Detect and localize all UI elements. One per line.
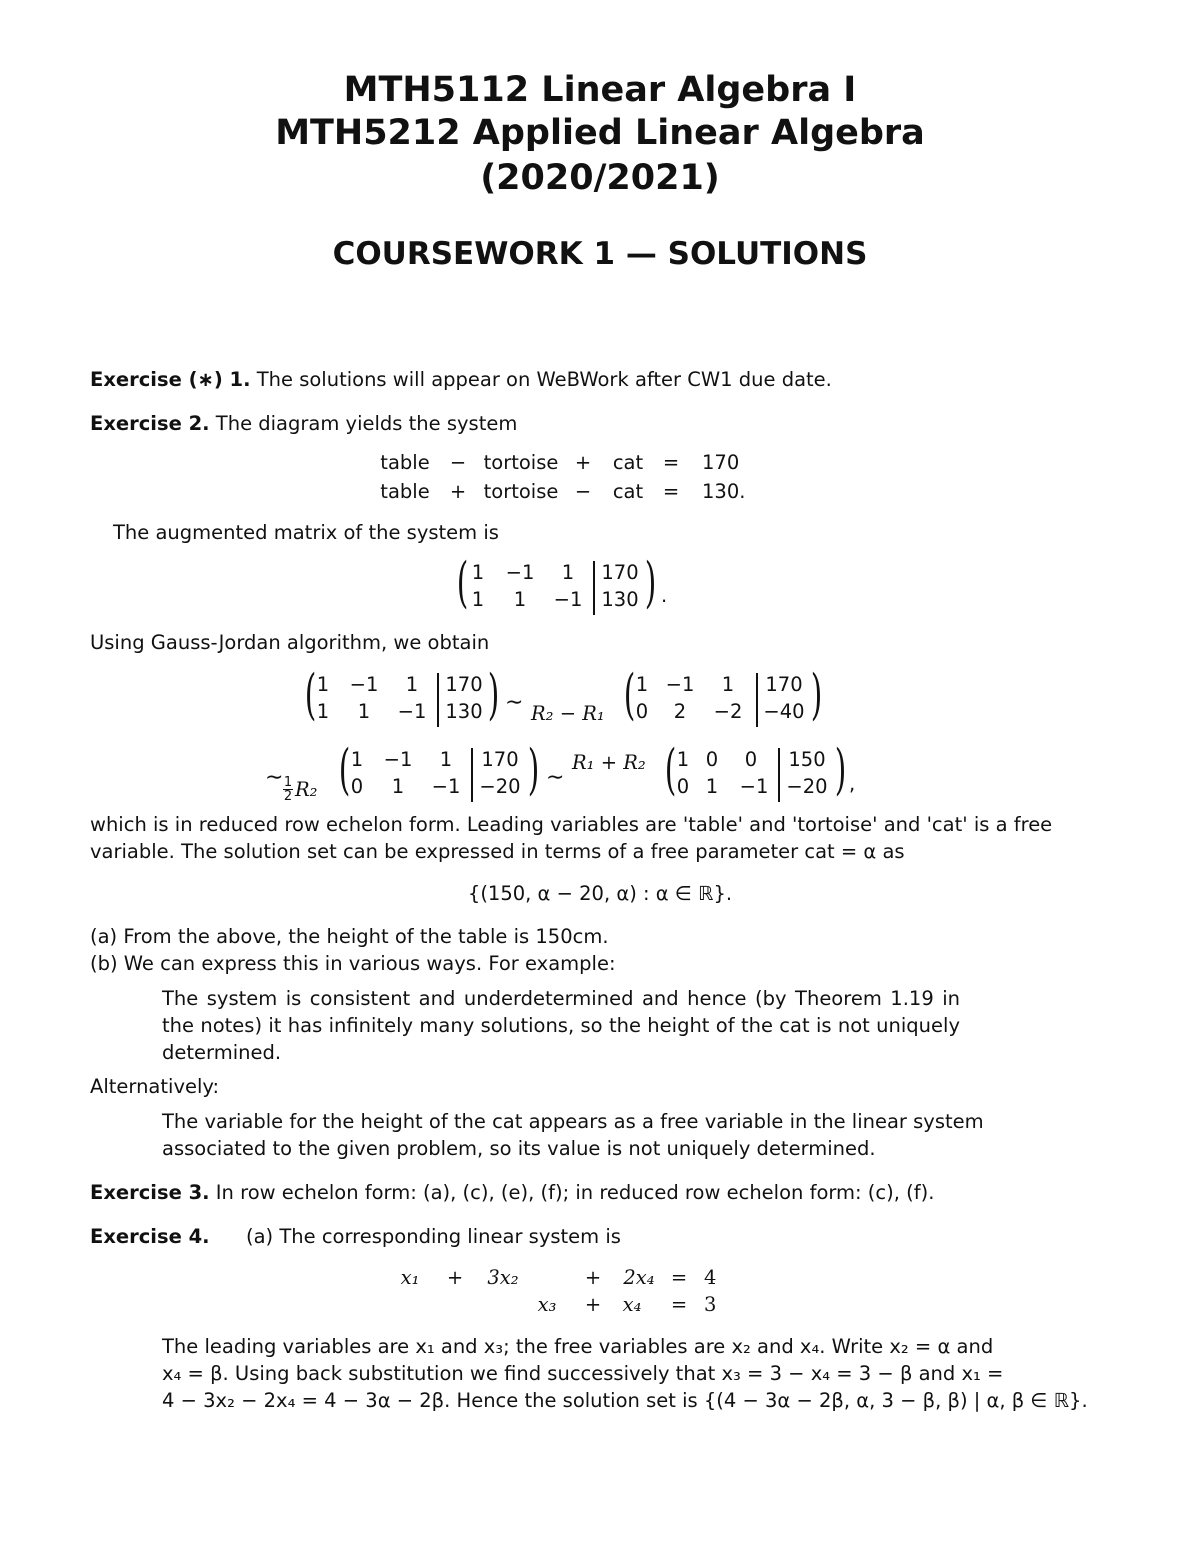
rref-text-1: which is in reduced row echelon form. Leading variables are 'table' and 'tortoise' and 'cat' is a free — [90, 813, 1053, 836]
row-op-1: R₂ − R₁ — [531, 702, 605, 725]
matrix-cell: 1 — [391, 775, 405, 798]
matrix-cell: −20 — [479, 775, 521, 798]
matrix-cell: 1 — [471, 588, 485, 611]
matrix-cell: 0 — [744, 748, 758, 771]
alt-quote-2: associated to the given problem, so its value is not uniquely determined. — [162, 1137, 876, 1160]
matrix-cell: −20 — [786, 775, 828, 798]
row-op-2: R₂ — [295, 778, 318, 801]
matrix-cell: −1 — [431, 775, 461, 798]
right-paren: ) — [834, 738, 847, 801]
fraction-numerator: 1 — [283, 775, 293, 790]
matrix-cell: 1 — [676, 748, 690, 771]
matrix-cell: 1 — [561, 561, 575, 584]
exercise-1-text: The solutions will appear on WeBWork after CW1 due date. — [256, 368, 832, 391]
right-paren: ) — [644, 551, 657, 614]
left-paren: ( — [623, 663, 636, 726]
matrix-cell: 0 — [635, 700, 649, 723]
left-paren: ( — [664, 738, 677, 801]
sys-cell: + — [584, 1293, 602, 1316]
exercise-2-heading — [90, 412, 517, 435]
sys-cell: = — [662, 480, 680, 503]
fraction-half — [283, 776, 293, 803]
sys-cell: table — [380, 451, 430, 474]
exercise-3 — [90, 1181, 934, 1204]
sys-cell: tortoise — [483, 451, 559, 474]
matrix-cell: 2 — [673, 700, 687, 723]
row-op-3: R₁ + R₂ — [572, 751, 646, 774]
sys-cell: 170 — [702, 451, 740, 474]
period: . — [661, 584, 668, 607]
exercise-1-label: Exercise (∗) 1. — [90, 368, 251, 391]
title-line-1: MTH5112 Linear Algebra I — [343, 70, 857, 110]
augment-bar — [778, 748, 780, 802]
matrix-cell: 1 — [439, 748, 453, 771]
matrix-cell: −1 — [383, 748, 413, 771]
sys-cell: 130. — [702, 480, 746, 503]
sys-cell: = — [670, 1293, 688, 1316]
matrix-cell: 170 — [765, 673, 803, 696]
title-line-3: (2020/2021) — [480, 158, 720, 198]
sys-cell: + — [584, 1266, 602, 1289]
title-line-2: MTH5212 Applied Linear Algebra — [275, 113, 925, 153]
sys-cell: tortoise — [483, 480, 559, 503]
sys-cell: + — [449, 480, 467, 503]
augment-bar — [437, 673, 439, 727]
exercise-1 — [90, 368, 832, 391]
matrix-cell: 0 — [676, 775, 690, 798]
matrix-cell: 130 — [601, 588, 639, 611]
matrix-cell: 1 — [513, 588, 527, 611]
exercise-2-label: Exercise 2. — [90, 412, 210, 435]
matrix-cell: 1 — [316, 700, 330, 723]
sys-cell: x₄ — [622, 1293, 642, 1316]
fraction-denominator: 2 — [283, 789, 293, 804]
sys-cell: cat — [612, 480, 644, 503]
alt-quote-1: The variable for the height of the cat appears as a free variable in the linear system — [162, 1110, 984, 1133]
part-b: (b) We can express this in various ways. For example: — [90, 952, 616, 975]
exercise-2-intro: The diagram yields the system — [215, 412, 518, 435]
sys-cell: cat — [612, 451, 644, 474]
right-paren: ) — [527, 738, 540, 801]
sys-cell: + — [446, 1266, 464, 1289]
augment-bar — [593, 561, 595, 615]
sys-cell: + — [574, 451, 592, 474]
matrix-cell: 1 — [357, 700, 371, 723]
matrix-cell: −1 — [397, 700, 427, 723]
matrix-cell: −40 — [763, 700, 805, 723]
tilde: ∼ — [265, 765, 284, 790]
matrix-cell: 1 — [721, 673, 735, 696]
sys-cell: = — [670, 1266, 688, 1289]
matrix-cell: 1 — [471, 561, 485, 584]
matrix-cell: −2 — [713, 700, 743, 723]
sys-cell: 3 — [704, 1293, 717, 1316]
matrix-cell: −1 — [553, 588, 583, 611]
matrix-cell: 0 — [350, 775, 364, 798]
left-paren: ( — [456, 551, 469, 614]
right-paren: ) — [487, 663, 500, 726]
matrix-cell: 1 — [405, 673, 419, 696]
comma: , — [849, 772, 856, 795]
exercise-4-label-text: Exercise 4. — [90, 1225, 210, 1248]
exercise-3-text: In row echelon form: (a), (c), (e), (f); in reduced row echelon form: (c), (f). — [215, 1181, 935, 1204]
sys-cell: − — [574, 480, 592, 503]
gauss-intro: Using Gauss-Jordan algorithm, we obtain — [90, 631, 490, 654]
sys-cell: − — [449, 451, 467, 474]
tilde: ∼ — [505, 690, 524, 715]
matrix-cell: 1 — [705, 775, 719, 798]
tilde: ∼ — [546, 765, 565, 790]
augmented-intro: The augmented matrix of the system is — [113, 521, 499, 544]
page-subtitle: COURSEWORK 1 — SOLUTIONS — [332, 236, 868, 272]
matrix-cell: 130 — [445, 700, 483, 723]
matrix-cell: −1 — [665, 673, 695, 696]
augment-bar — [756, 673, 758, 727]
matrix-cell: −1 — [739, 775, 769, 798]
sys-cell: x₁ — [400, 1266, 420, 1289]
exercise-4-part-a-intro: (a) The corresponding linear system is — [246, 1225, 621, 1248]
sys-cell: 4 — [704, 1266, 717, 1289]
augment-bar — [471, 748, 473, 802]
ex4-para-3: 4 − 3x₂ − 2x₄ = 4 − 3α − 2β. Hence the solution set is {(4 − 3α − 2β, α, 3 − β, β) | α, β ∈ ℝ}. — [162, 1389, 1088, 1412]
part-a: (a) From the above, the height of the table is 150cm. — [90, 925, 609, 948]
ex4-para-2: x₄ = β. Using back substitution we find successively that x₃ = 3 − x₄ = 3 − β and x₁ = — [162, 1362, 1004, 1385]
matrix-cell: 170 — [445, 673, 483, 696]
sys-cell: table — [380, 480, 430, 503]
matrix-cell: 1 — [635, 673, 649, 696]
sys-cell: 2x₄ — [623, 1266, 655, 1289]
matrix-cell: 170 — [481, 748, 519, 771]
sys-cell: 3x₂ — [487, 1266, 519, 1289]
rref-text-2: variable. The solution set can be expressed in terms of a free parameter cat = α as — [90, 840, 905, 863]
sys-cell: = — [662, 451, 680, 474]
right-paren: ) — [810, 663, 823, 726]
matrix-cell: 1 — [350, 748, 364, 771]
ex4-para-1: The leading variables are x₁ and x₃; the free variables are x₂ and x₄. Write x₂ = α and — [162, 1335, 994, 1358]
matrix-cell: 170 — [601, 561, 639, 584]
matrix-cell: 0 — [705, 748, 719, 771]
matrix-cell: 150 — [788, 748, 826, 771]
left-paren: ( — [304, 663, 317, 726]
left-paren: ( — [338, 738, 351, 801]
exercise-4-label — [90, 1225, 210, 1248]
sys-cell: x₃ — [537, 1293, 557, 1316]
matrix-cell: −1 — [349, 673, 379, 696]
exercise-3-label: Exercise 3. — [90, 1181, 210, 1204]
alternatively: Alternatively: — [90, 1075, 220, 1098]
matrix-cell: 1 — [316, 673, 330, 696]
part-b-quote: The system is consistent and underdetermined and hence (by Theorem 1.19 in the notes) it has infinitely many solutions, so the height of the cat is not uniquely determined. — [162, 987, 960, 1064]
solution-set: {(150, α − 20, α) : α ∈ ℝ}. — [467, 882, 733, 905]
matrix-cell: −1 — [505, 561, 535, 584]
